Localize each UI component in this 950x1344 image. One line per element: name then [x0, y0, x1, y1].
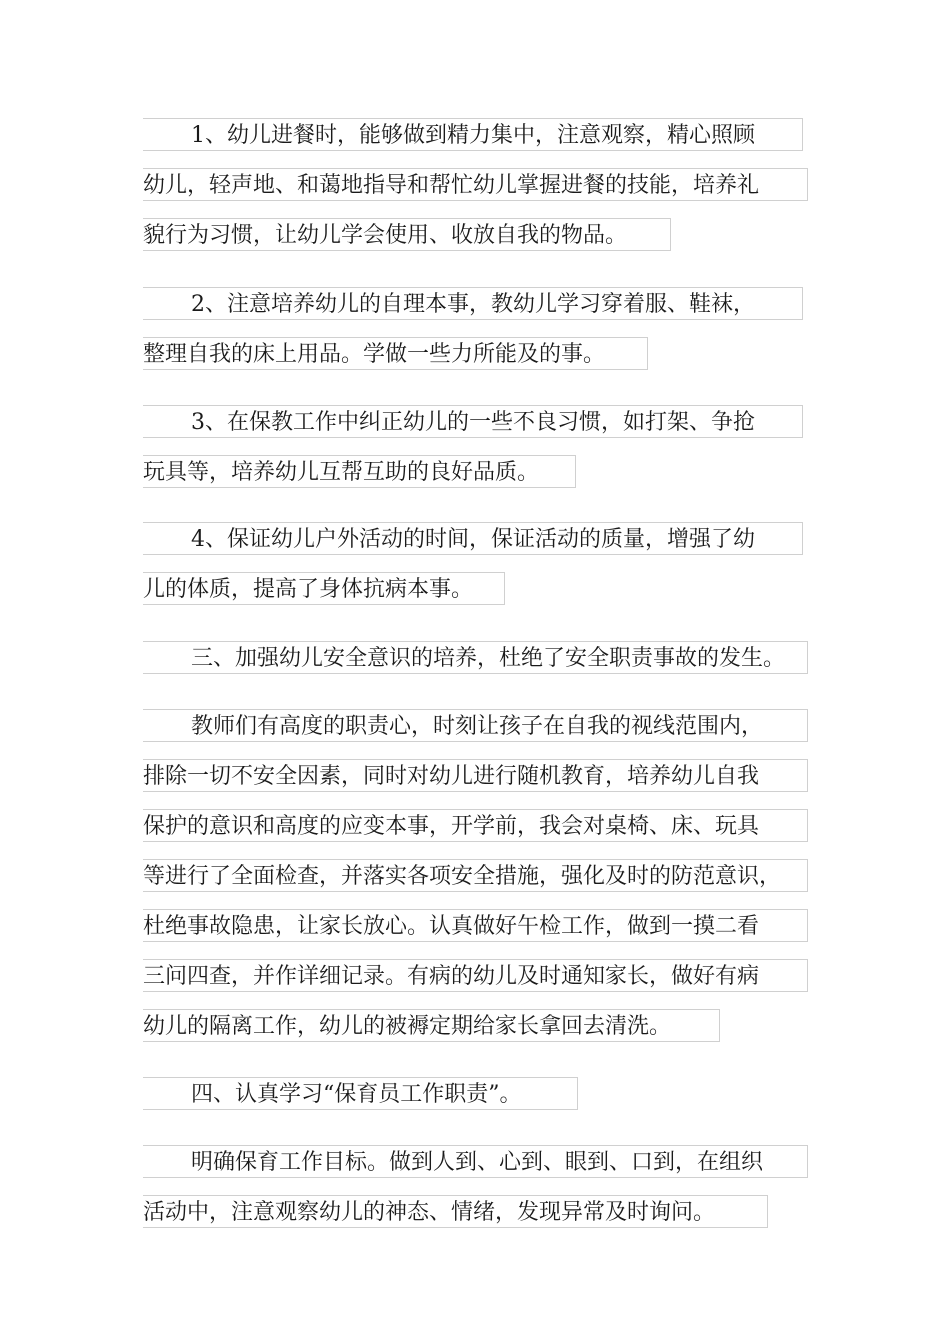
text-line: 活动中，注意观察幼儿的神态、情绪，发现异常及时询问。 — [143, 1195, 768, 1228]
text-line: 杜绝事故隐患，让家长放心。认真做好午检工作，做到一摸二看 — [143, 909, 808, 942]
text-line: 幼儿的隔离工作，幼儿的被褥定期给家长拿回去清洗。 — [143, 1009, 720, 1042]
heading-line: 四、认真学习“保育员工作职责”。 — [143, 1077, 578, 1110]
text-line: 玩具等，培养幼儿互帮互助的良好品质。 — [143, 455, 576, 488]
text-line: 整理自我的床上用品。学做一些力所能及的事。 — [143, 337, 648, 370]
text-line: 幼儿，轻声地、和蔼地指导和帮忙幼儿掌握进餐的技能，培养礼 — [143, 168, 808, 201]
text-line: 貌行为习惯，让幼儿学会使用、收放自我的物品。 — [143, 218, 671, 251]
text-line: 明确保育工作目标。做到人到、心到、眼到、口到，在组织 — [143, 1145, 808, 1178]
text-line: 2、注意培养幼儿的自理本事，教幼儿学习穿着服、鞋袜， — [143, 287, 803, 320]
text-line: 三问四查，并作详细记录。有病的幼儿及时通知家长，做好有病 — [143, 959, 808, 992]
text-line: 儿的体质，提高了身体抗病本事。 — [143, 572, 505, 605]
text-line: 等进行了全面检查，并落实各项安全措施，强化及时的防范意识， — [143, 859, 808, 892]
heading-line: 三、加强幼儿安全意识的培养，杜绝了安全职责事故的发生。 — [143, 641, 808, 674]
text-line: 教师们有高度的职责心，时刻让孩子在自我的视线范围内， — [143, 709, 808, 742]
text-line: 3、在保教工作中纠正幼儿的一些不良习惯，如打架、争抢 — [143, 405, 803, 438]
text-line: 保护的意识和高度的应变本事，开学前，我会对桌椅、床、玩具 — [143, 809, 808, 842]
text-line: 排除一切不安全因素，同时对幼儿进行随机教育，培养幼儿自我 — [143, 759, 808, 792]
text-line: 1、幼儿进餐时，能够做到精力集中，注意观察，精心照顾 — [143, 118, 803, 151]
text-line: 4、保证幼儿户外活动的时间，保证活动的质量，增强了幼 — [143, 522, 803, 555]
